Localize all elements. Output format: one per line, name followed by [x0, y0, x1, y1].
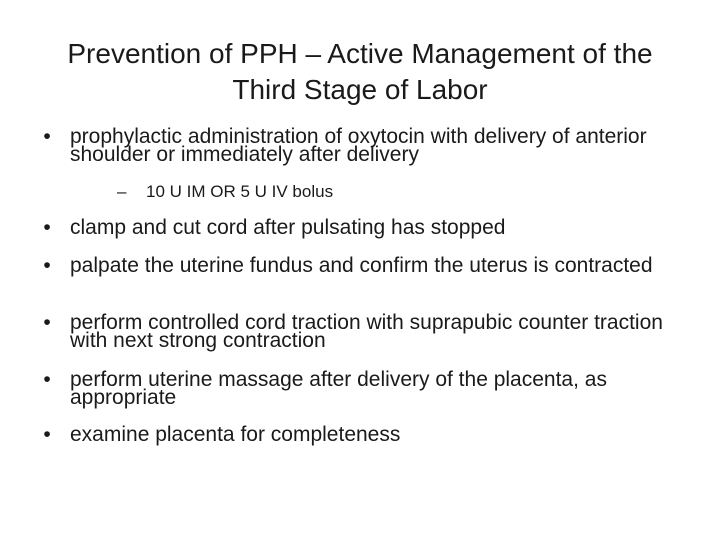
bullet-item [43, 216, 680, 239]
bullet-icon: • [43, 125, 51, 148]
dash-icon: – [117, 182, 127, 201]
bullet-item [43, 311, 680, 352]
sub-bullet-text: 10 U IM OR 5 U IV bolus [146, 182, 334, 201]
bullet-icon: • [43, 311, 51, 334]
bullet-icon: • [43, 423, 51, 446]
bullet-icon: • [43, 254, 51, 277]
bullet-item [43, 423, 680, 446]
sub-bullet-item [117, 182, 646, 201]
bullet-icon: • [43, 216, 51, 239]
bullet-text: examine placenta for completeness [70, 423, 401, 446]
bullet-text: clamp and cut cord after pulsating has stopped [70, 216, 506, 239]
bullet-text: prophylactic administration of oxytocin with delivery of anterior shoulder or immediately after delivery [70, 125, 647, 166]
bullet-text: perform controlled cord traction with suprapubic counter traction with next strong contraction [70, 311, 663, 352]
bullet-item [43, 125, 680, 166]
slide-title: Prevention of PPH – Active Management of the Third Stage of Labor [67, 38, 653, 105]
bullet-item [43, 368, 680, 409]
bullet-item [43, 254, 680, 277]
bullet-icon: • [43, 368, 51, 391]
bullet-text: perform uterine massage after delivery of the placenta, as appropriate [70, 368, 607, 409]
bullet-text: palpate the uterine fundus and confirm the uterus is contracted [70, 254, 653, 277]
